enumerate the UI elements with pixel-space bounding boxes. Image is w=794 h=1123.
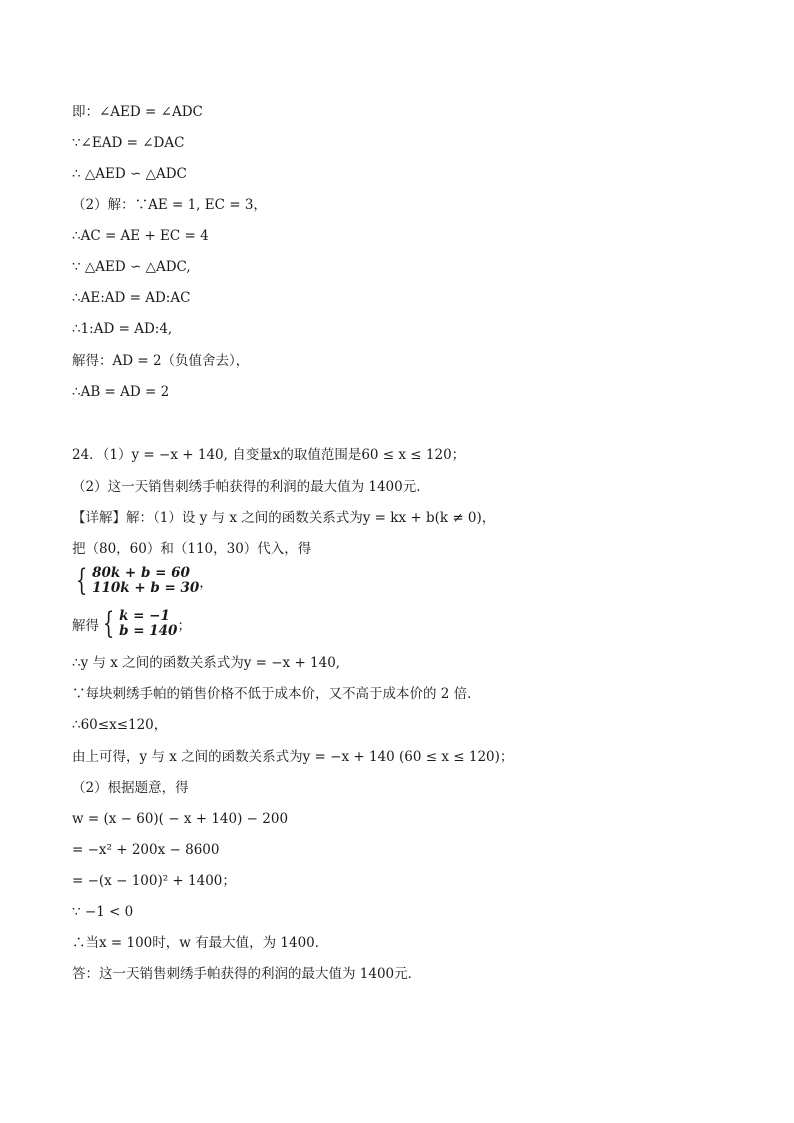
text-line: ∴60≤x≤120， — [72, 717, 168, 733]
answer-line: （2）这一天销售刺绣手帕获得的利润的最大值为 1400元． — [72, 479, 430, 495]
text-line: 解得：AD = 2（负值舍去）， — [72, 353, 250, 369]
text-line: ∴AE:AD = AD:AC — [72, 290, 191, 306]
equation-row: k = −1 — [119, 608, 170, 624]
punctuation: ； — [177, 618, 191, 634]
text-line: ∴当x = 100时，w 有最大值，为 1400． — [72, 935, 329, 951]
punctuation: ， — [199, 575, 213, 591]
left-brace-icon: { — [102, 606, 115, 641]
conclusion-line: 答：这一天销售刺绣手帕获得的利润的最大值为 1400元． — [72, 966, 422, 982]
text-line: （2）根据题意，得 — [72, 780, 189, 796]
text-line: w = (x − 60)( − x + 140) − 200 — [72, 811, 289, 827]
text-line: ∵∠EAD = ∠DAC — [72, 135, 185, 151]
solution-prefix: 解得 — [72, 618, 99, 634]
text-line: ∵每块刺绣手帕的销售价格不低于成本价，又不高于成本价的 2 倍． — [72, 686, 481, 702]
text-line: ∴ △AED ∽ △ADC — [72, 166, 187, 182]
equation-row: b = 140 — [119, 623, 178, 639]
equation-row: 110k + b = 30 — [92, 580, 200, 596]
answer-line: 24．（1）y = −x + 140, 自变量x的取值范围是60 ≤ x ≤ 120； — [72, 447, 466, 463]
text-line: ∵ −1 < 0 — [72, 904, 134, 920]
text-line: ∴AC = AE + EC = 4 — [72, 228, 209, 244]
left-brace-icon: { — [75, 563, 88, 598]
text-line: = −(x − 100)² + 1400； — [72, 873, 236, 889]
text-line: 即：∠AED = ∠ADC — [72, 104, 203, 120]
detail-line: 【详解】解：（1）设 y 与 x 之间的函数关系式为y = kx + b(k ≠ 0)， — [72, 510, 496, 526]
text-line: = −x² + 200x − 8600 — [72, 842, 220, 858]
equation-solution — [72, 606, 191, 641]
text-line: 把（80，60）和（110，30）代入，得 — [72, 541, 312, 557]
equation-row: 80k + b = 60 — [92, 565, 190, 581]
text-line: （2）解：∵AE = 1, EC = 3， — [72, 197, 267, 213]
text-line: ∴y 与 x 之间的函数关系式为y = −x + 140, — [72, 655, 341, 671]
text-line: ∵ △AED ∽ △ADC, — [72, 259, 191, 275]
text-line: 由上可得，y 与 x 之间的函数关系式为y = −x + 140 (60 ≤ x ≤ 120)； — [72, 749, 514, 765]
text-line: ∴1:AD = AD:4, — [72, 321, 173, 337]
text-line: ∴AB = AD = 2 — [72, 384, 170, 400]
equation-system — [72, 563, 213, 598]
